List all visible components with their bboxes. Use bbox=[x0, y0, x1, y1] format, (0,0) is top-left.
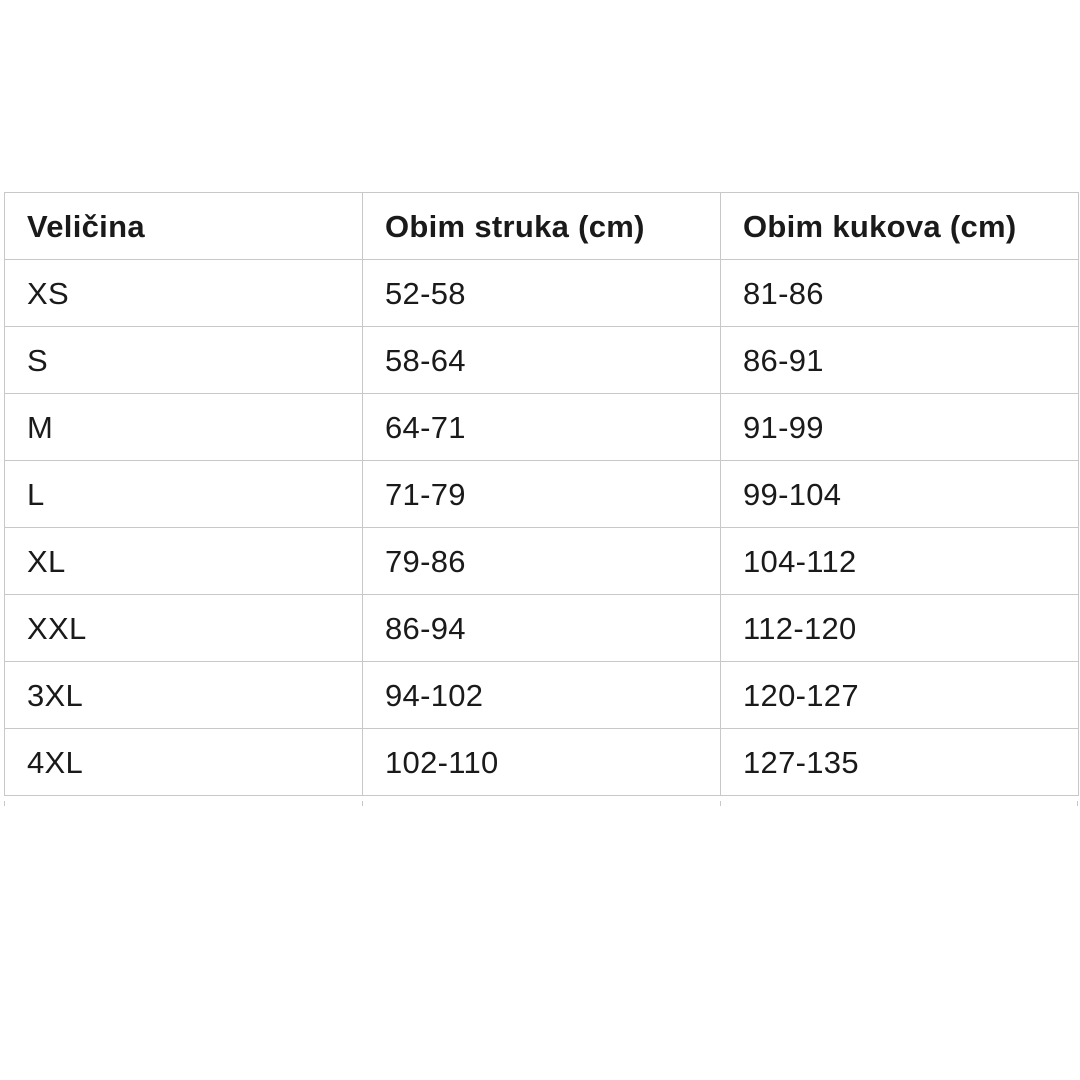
cell-size: 4XL bbox=[5, 729, 363, 796]
cell-waist: 94-102 bbox=[363, 662, 721, 729]
table-continuation-line bbox=[4, 801, 5, 806]
cell-waist: 58-64 bbox=[363, 327, 721, 394]
cell-size: XL bbox=[5, 528, 363, 595]
cell-hips: 81-86 bbox=[721, 260, 1079, 327]
cell-hips: 112-120 bbox=[721, 595, 1079, 662]
cell-hips: 86-91 bbox=[721, 327, 1079, 394]
table-row bbox=[5, 729, 1079, 796]
cell-hips: 127-135 bbox=[721, 729, 1079, 796]
table-row bbox=[5, 461, 1079, 528]
cell-size: L bbox=[5, 461, 363, 528]
cell-hips: 99-104 bbox=[721, 461, 1079, 528]
table-row bbox=[5, 595, 1079, 662]
table-row bbox=[5, 260, 1079, 327]
cell-size: XS bbox=[5, 260, 363, 327]
header-hips: Obim kukova (cm) bbox=[721, 193, 1079, 260]
cell-size: S bbox=[5, 327, 363, 394]
cell-size: M bbox=[5, 394, 363, 461]
cell-waist: 52-58 bbox=[363, 260, 721, 327]
table-header-row bbox=[5, 193, 1079, 260]
table-row bbox=[5, 327, 1079, 394]
cell-waist: 64-71 bbox=[363, 394, 721, 461]
header-size: Veličina bbox=[5, 193, 363, 260]
table-row bbox=[5, 394, 1079, 461]
size-chart-table bbox=[4, 192, 1079, 796]
header-waist: Obim struka (cm) bbox=[363, 193, 721, 260]
table-continuation-line bbox=[1077, 801, 1078, 806]
cell-size: 3XL bbox=[5, 662, 363, 729]
table-row bbox=[5, 528, 1079, 595]
cell-hips: 104-112 bbox=[721, 528, 1079, 595]
cell-hips: 120-127 bbox=[721, 662, 1079, 729]
cell-waist: 86-94 bbox=[363, 595, 721, 662]
table-row bbox=[5, 662, 1079, 729]
cell-waist: 102-110 bbox=[363, 729, 721, 796]
cell-waist: 71-79 bbox=[363, 461, 721, 528]
cell-size: XXL bbox=[5, 595, 363, 662]
table-continuation-line bbox=[362, 801, 363, 806]
table-continuation-line bbox=[720, 801, 721, 806]
cell-hips: 91-99 bbox=[721, 394, 1079, 461]
cell-waist: 79-86 bbox=[363, 528, 721, 595]
